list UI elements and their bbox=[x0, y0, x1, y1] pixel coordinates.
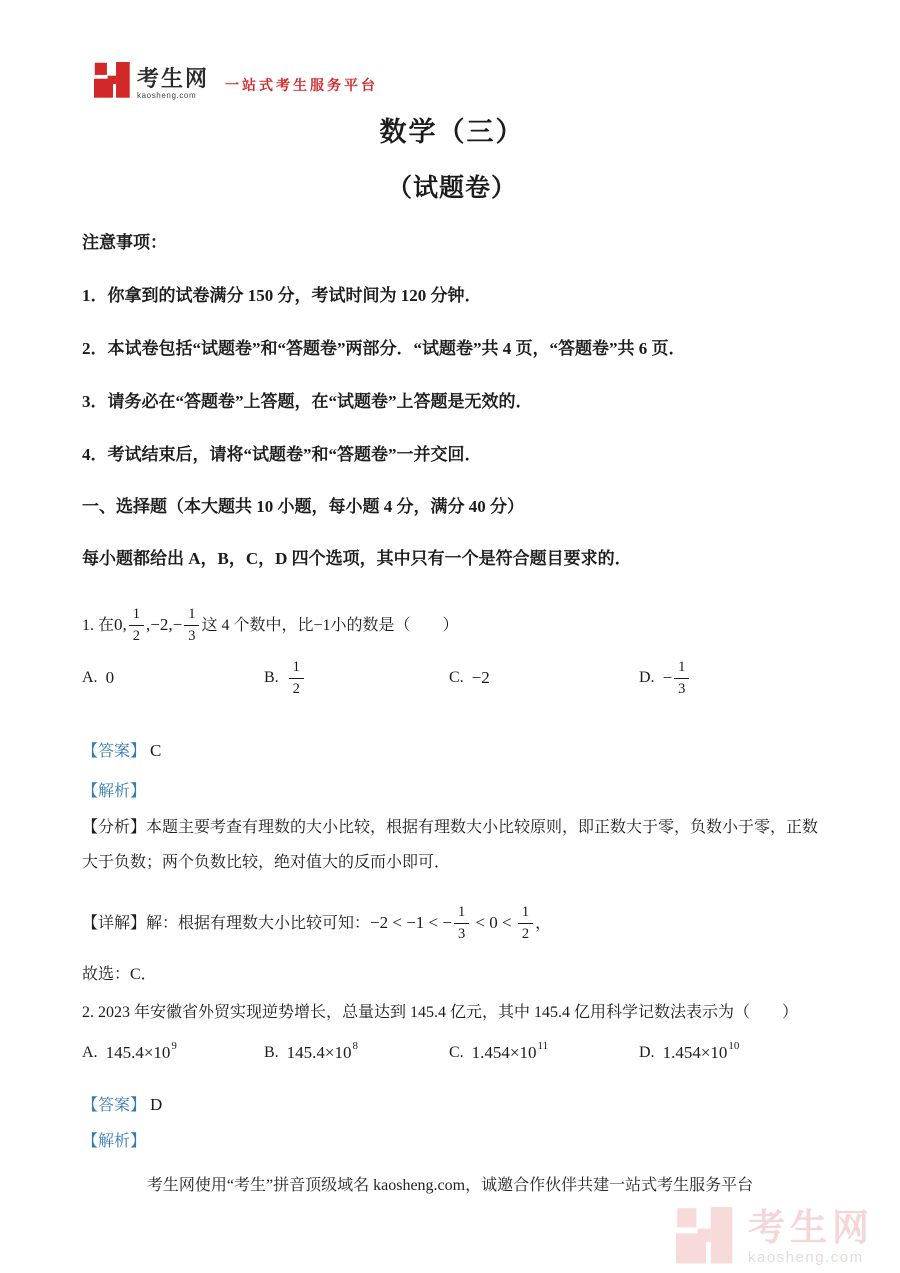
answer-label: 【答案】 bbox=[82, 743, 147, 760]
question-2-options bbox=[82, 1033, 822, 1073]
question-1-math: 0, $\frac{1}{2}$ ,−2,− $\frac{1}{3}$ bbox=[114, 607, 201, 643]
question-1-option-a bbox=[82, 668, 264, 688]
option-value: 1.454×10 10 bbox=[662, 1040, 740, 1062]
logo-tagline: 一站式考生服务平台 bbox=[225, 77, 379, 93]
watermark-text bbox=[748, 1209, 874, 1265]
question-1-detail-line bbox=[82, 887, 822, 941]
option-value: 1.454×10 11 bbox=[471, 1040, 549, 1062]
question-2-analysis-label: 【解析】 bbox=[82, 1133, 147, 1150]
question-1-suffix: 这 4 个数中，比−1小的数是（ ） bbox=[201, 617, 459, 634]
question-1-prefix: 1. 在 bbox=[82, 617, 115, 634]
question-1-options bbox=[82, 653, 822, 703]
section-heading: 一、选择题（本大题共 10 小题，每小题 4 分，满分 40 分） bbox=[82, 497, 524, 516]
answer-value: C bbox=[150, 741, 162, 760]
option-label: A. bbox=[82, 1044, 98, 1061]
notice-item-2: 2．本试卷包括“试题卷”和“答题卷”两部分．“试题卷”共 4 页，“答题卷”共 6 页． bbox=[82, 339, 686, 358]
question-2-option-a bbox=[82, 1040, 264, 1063]
question-1-option-c bbox=[449, 668, 639, 688]
option-value: − $\frac{1}{3}$ bbox=[663, 660, 692, 696]
option-label: C. bbox=[449, 669, 464, 686]
question-1-analysis-line-1: 【分析】本题主要考查有理数的大小比较，根据有理数大小比较原则，即正数大于零，负数小于零，正数 bbox=[82, 819, 819, 836]
kaosheng-logo-icon bbox=[94, 62, 132, 100]
watermark-site-domain: kaosheng.com bbox=[748, 1249, 864, 1266]
kaosheng-header-logo bbox=[94, 56, 900, 100]
option-value: 145.4×10 8 bbox=[286, 1040, 359, 1062]
option-label: A. bbox=[82, 669, 98, 686]
detail-math: −2 < −1 < − $\frac{1}{3}$ < 0 < $\frac{1}{2}$ bbox=[370, 905, 535, 941]
question-2-answer-line bbox=[82, 1093, 822, 1118]
question-2-option-b bbox=[264, 1040, 449, 1063]
question-1-answer-line bbox=[82, 739, 822, 764]
logo-site-domain: kaosheng.com bbox=[137, 91, 197, 100]
notice-heading: 注意事项： bbox=[82, 233, 167, 252]
option-label: D. bbox=[639, 1044, 655, 1061]
question-1-option-d bbox=[639, 660, 822, 696]
option-label: B. bbox=[264, 669, 279, 686]
page-title: 数学（三） bbox=[379, 117, 525, 147]
question-1-stem bbox=[82, 585, 822, 643]
logo-site-name: 考生网 bbox=[137, 66, 210, 91]
detail-suffix: ， bbox=[535, 915, 552, 932]
option-value: 145.4×10 9 bbox=[105, 1040, 177, 1062]
question-1-option-b bbox=[264, 660, 449, 696]
option-value: −2 bbox=[471, 668, 490, 687]
question-1-analysis-label: 【解析】 bbox=[82, 783, 147, 800]
kaosheng-watermark bbox=[676, 1207, 874, 1267]
kaosheng-logo-icon-watermark bbox=[676, 1207, 736, 1267]
document-body bbox=[0, 114, 900, 1154]
watermark-site-name: 考生网 bbox=[748, 1207, 874, 1248]
notice-item-4: 4．考试结束后，请将“试题卷”和“答题卷”一并交回． bbox=[82, 445, 482, 464]
option-value: 0 bbox=[105, 668, 115, 687]
answer-value: D bbox=[150, 1095, 163, 1114]
option-value: $\frac{1}{2}$ bbox=[287, 660, 306, 696]
option-label: B. bbox=[264, 1044, 279, 1061]
option-label: C. bbox=[449, 1044, 464, 1061]
option-label: D. bbox=[639, 669, 655, 686]
section-intro: 每小题都给出 A，B，C，D 四个选项，其中只有一个是符合题目要求的． bbox=[82, 549, 632, 568]
question-2-option-d bbox=[639, 1040, 822, 1063]
logo-text bbox=[137, 68, 209, 100]
detail-prefix: 【详解】解：根据有理数大小比较可知： bbox=[82, 915, 371, 932]
question-1-analysis-line-2: 大于负数；两个负数比较，绝对值大的反而小即可． bbox=[82, 854, 451, 871]
question-1-conclusion: 故选：C． bbox=[82, 966, 157, 983]
question-2-option-c bbox=[449, 1040, 639, 1063]
question-2-stem: 2. 2023 年安徽省外贸实现逆势增长，总量达到 145.4 亿元，其中 145.4 亿用科学记数法表示为（ ） bbox=[82, 1004, 799, 1021]
page-subtitle: （试题卷） bbox=[386, 175, 517, 202]
page-footer-text: 考生网使用“考生”拼音顶级域名 kaosheng.com，诚邀合作伙伴共建一站式考生服务平台 bbox=[146, 1177, 754, 1194]
notice-item-3: 3．请务必在“答题卷”上答题，在“试题卷”上答题是无效的． bbox=[82, 392, 533, 411]
answer-label: 【答案】 bbox=[82, 1097, 147, 1114]
notice-item-1: 1．你拿到的试卷满分 150 分，考试时间为 120 分钟． bbox=[82, 286, 482, 305]
